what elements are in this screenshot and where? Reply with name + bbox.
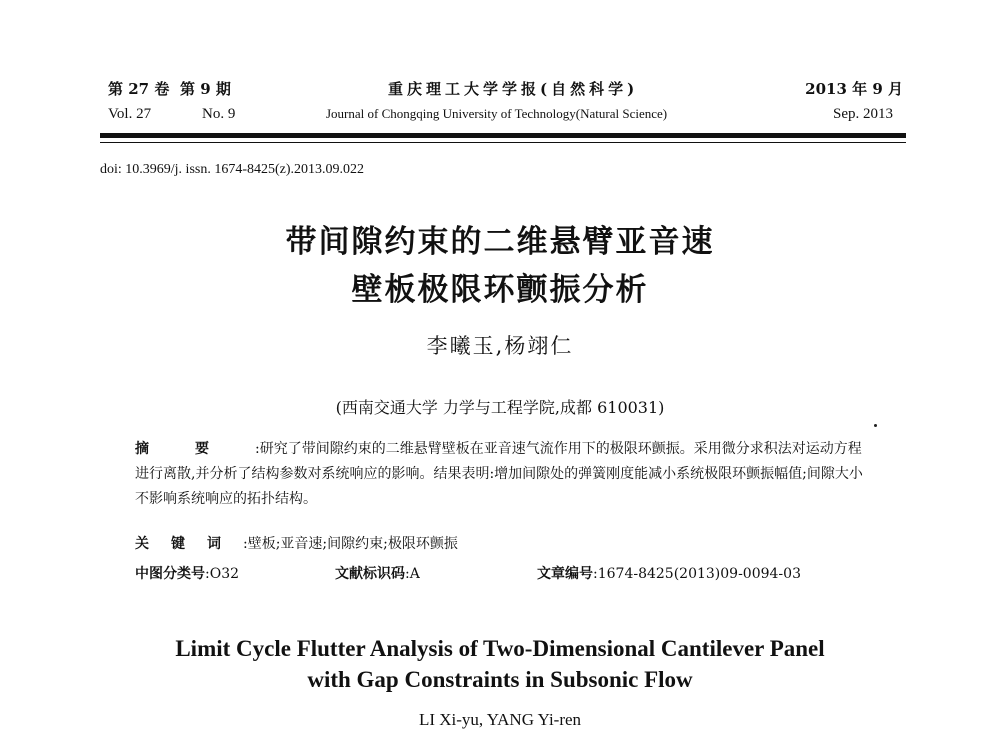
title-english-line-1: Limit Cycle Flutter Analysis of Two-Dimensional Cantilever Panel (175, 636, 825, 661)
abstract-text: :研究了带间隙约束的二维悬臂壁板在亚音速气流作用下的极限环颤振。采用微分求积法对运动方程进行离散,并分析了结构参数对系统响应的影响。结果表明:增加间隙处的弹簧刚度能减小系统极限环颤振幅值;间隙大小不影响系统响应的拓扑结构。 (135, 441, 863, 507)
authors-chinese: 李曦玉,杨翊仁 (426, 334, 574, 358)
authors-english: LI Xi-yu, YANG Yi-ren (418, 710, 582, 729)
keywords-text: :壁板;亚音速;间隙约束;极限环颤振 (243, 536, 458, 552)
affiliation-chinese: (西南交通大学 力学与工程学院,成都 610031) (335, 398, 665, 417)
clc-label: 中图分类号 (135, 566, 205, 582)
doi: doi: 10.3969/j. issn. 1674-8425(z).2013.09.022 (100, 162, 365, 177)
article-no-label: 文章编号 (537, 566, 593, 582)
masthead-rule-thin (100, 142, 906, 143)
abstract-label: 摘要 (135, 441, 255, 457)
clc-number (135, 563, 239, 583)
keywords (135, 533, 870, 553)
masthead-rule-thick (100, 133, 906, 138)
masthead-row-english (108, 106, 903, 130)
masthead-row-chinese (108, 78, 903, 102)
title-chinese-line-1: 带间隙约束的二维悬臂亚音速 (285, 224, 715, 260)
volume-en: Vol. 27 (108, 106, 152, 122)
title-english-line-2: with Gap Constraints in Subsonic Flow (307, 667, 693, 692)
title-english (100, 633, 900, 695)
article-no-value: :1674-8425(2013)09-0094-03 (593, 566, 801, 582)
scan-speck (874, 424, 877, 427)
journal-title-en: Journal of Chongqing University of Technology(Natural Science) (326, 106, 668, 121)
title-chinese-line-2: 壁板极限环颤振分析 (351, 272, 649, 308)
document-code (335, 563, 420, 583)
keywords-label: 关键词 (135, 536, 243, 552)
doc-code-value: :A (405, 566, 420, 582)
journal-masthead (108, 78, 903, 126)
volume-cn: 第 27 卷 (108, 80, 170, 98)
title-chinese (150, 218, 850, 314)
clc-value: :O32 (205, 566, 240, 582)
classification-line (135, 563, 870, 585)
date-en: Sep. 2013 (833, 106, 893, 122)
abstract (135, 437, 870, 512)
issue-en: No. 9 (202, 106, 236, 122)
doc-code-label: 文献标识码 (335, 566, 405, 582)
issue-cn: 第 9 期 (180, 80, 231, 98)
article-number (537, 563, 801, 583)
journal-title-cn: 重庆理工大学学报(自然科学) (388, 80, 639, 98)
date-cn: 2013 年 9 月 (805, 80, 903, 98)
